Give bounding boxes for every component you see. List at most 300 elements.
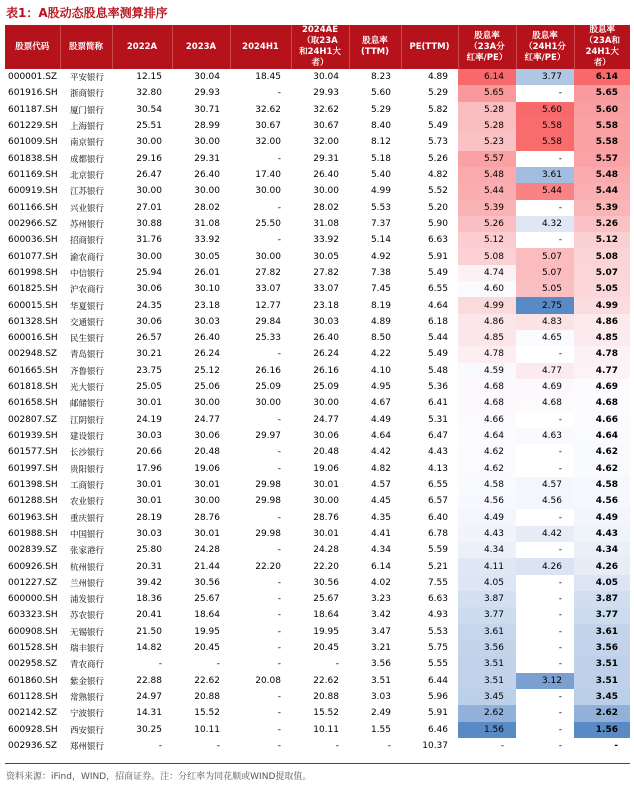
stock-name-cell: 北京银行 (70, 171, 105, 182)
dividend-yield-cell: 4.56 (574, 493, 630, 509)
stock-code-cell: 601825.SH (8, 284, 58, 295)
stock-code-cell: 002948.SZ (8, 349, 58, 360)
dividend-yield-cell: 4.43 (574, 526, 630, 542)
dividend-yield-cell: 3.87 (574, 591, 630, 607)
value-cell: - (158, 659, 162, 670)
stock-name-cell: 浙商银行 (70, 89, 105, 100)
stock-code-cell: 601997.SH (8, 463, 58, 474)
value-cell: 8.23 (370, 72, 391, 83)
value-cell: 7.55 (427, 577, 448, 588)
value-cell: 20.66 (136, 447, 162, 458)
stock-name-cell: 浦发银行 (70, 595, 105, 606)
value-cell: 31.08 (194, 218, 220, 229)
value-cell: 19.06 (313, 463, 339, 474)
value-cell: 32.00 (313, 137, 339, 148)
dividend-yield-cell: 4.60 (458, 281, 516, 297)
value-cell: 22.62 (313, 675, 339, 686)
stock-code-cell: 601818.SH (8, 382, 58, 393)
dividend-yield-cell: 4.66 (458, 412, 516, 428)
table-row (5, 444, 630, 460)
dividend-yield-cell: 4.42 (516, 526, 574, 542)
value-cell: - (158, 740, 162, 751)
value-cell: 25.67 (194, 594, 220, 605)
value-cell: 3.23 (370, 594, 391, 605)
dividend-yield-table (5, 25, 630, 754)
dividend-yield-cell: 5.60 (574, 102, 630, 118)
dividend-yield-cell: - (558, 88, 562, 99)
stock-name-cell: 光大银行 (70, 383, 105, 394)
value-cell: 8.50 (370, 333, 391, 344)
dividend-yield-cell: 4.57 (516, 477, 574, 493)
dividend-yield-cell: 5.48 (574, 167, 630, 183)
dividend-yield-cell: 5.60 (516, 102, 574, 118)
stock-code-cell: 600016.SH (8, 333, 58, 344)
value-cell: 20.48 (313, 447, 339, 458)
stock-code-cell: 601166.SH (8, 202, 58, 213)
value-cell: 5.48 (427, 365, 448, 376)
value-cell: 30.00 (313, 496, 339, 507)
value-cell: 18.64 (194, 610, 220, 621)
value-cell: 30.00 (194, 137, 220, 148)
value-cell: - (277, 414, 281, 425)
dividend-yield-cell: 5.12 (458, 232, 516, 248)
table-row (5, 85, 630, 101)
value-cell: 4.42 (370, 447, 391, 458)
value-cell: 19.06 (194, 463, 220, 474)
value-cell: 5.29 (370, 104, 391, 115)
value-cell: 1.55 (370, 724, 391, 735)
dividend-yield-cell: 4.86 (458, 314, 516, 330)
dividend-yield-cell: 4.69 (574, 379, 630, 395)
dividend-yield-cell: 5.07 (516, 248, 574, 264)
value-cell: 6.47 (427, 431, 448, 442)
value-cell: 8.12 (370, 137, 391, 148)
value-cell: 18.36 (136, 594, 162, 605)
dividend-yield-cell: - (558, 708, 562, 719)
value-cell: 24.28 (313, 545, 339, 556)
value-cell: 4.89 (427, 72, 448, 83)
dividend-yield-cell: 4.77 (574, 363, 630, 379)
value-cell: 30.56 (313, 577, 339, 588)
table-row (5, 526, 630, 542)
value-cell: 25.05 (136, 382, 162, 393)
value-cell: 15.52 (194, 708, 220, 719)
value-cell: 39.42 (136, 577, 162, 588)
value-cell: 29.16 (136, 153, 162, 164)
value-cell: 26.24 (194, 349, 220, 360)
value-cell: 12.77 (255, 300, 281, 311)
value-cell: 17.96 (136, 463, 162, 474)
value-cell: - (277, 692, 281, 703)
value-cell: 29.98 (255, 496, 281, 507)
value-cell: 23.75 (136, 365, 162, 376)
value-cell: 4.49 (370, 414, 391, 425)
table-row (5, 265, 630, 281)
dividend-yield-cell: 2.75 (516, 297, 574, 313)
value-cell: 30.01 (313, 528, 339, 539)
table-row (5, 200, 630, 216)
dividend-yield-cell: - (558, 512, 562, 523)
dividend-yield-cell: 5.58 (516, 118, 574, 134)
value-cell: 30.67 (255, 121, 281, 132)
stock-code-cell: 601838.SH (8, 153, 58, 164)
dividend-yield-cell: 4.68 (574, 395, 630, 411)
table-body (5, 69, 630, 754)
stock-name-cell: 华夏银行 (70, 301, 105, 312)
value-cell: 28.02 (313, 202, 339, 213)
dividend-yield-cell: 3.61 (516, 167, 574, 183)
dividend-yield-cell: 3.61 (458, 624, 516, 640)
dividend-yield-cell: - (558, 153, 562, 164)
dividend-yield-cell: 4.56 (516, 493, 574, 509)
value-cell: - (216, 659, 220, 670)
stock-name-cell: 平安银行 (70, 73, 105, 84)
value-cell: - (277, 235, 281, 246)
dividend-yield-cell: 5.07 (516, 265, 574, 281)
value-cell: 24.97 (136, 692, 162, 703)
value-cell: 4.57 (370, 479, 391, 490)
value-cell: 26.47 (136, 170, 162, 181)
dividend-yield-cell: - (558, 610, 562, 621)
dividend-yield-cell: 4.62 (574, 461, 630, 477)
dividend-yield-cell: 4.85 (458, 330, 516, 346)
stock-code-cell: 002958.SZ (8, 659, 58, 670)
table-header-row (5, 25, 630, 69)
value-cell: 2.49 (370, 708, 391, 719)
dividend-yield-cell: 4.78 (458, 346, 516, 362)
dividend-yield-cell: 4.68 (458, 395, 516, 411)
column-header: 股息率 （24H1分 红率/PE） (516, 25, 574, 69)
dividend-yield-cell: - (558, 202, 562, 213)
value-cell: - (277, 659, 281, 670)
value-cell: 30.00 (136, 251, 162, 262)
value-cell: 4.13 (427, 463, 448, 474)
value-cell: 30.03 (136, 528, 162, 539)
value-cell: 30.03 (313, 316, 339, 327)
value-cell: 3.56 (370, 659, 391, 670)
value-cell: 29.93 (313, 88, 339, 99)
value-cell: 17.40 (255, 170, 281, 181)
value-cell: 10.37 (422, 740, 448, 751)
table-row (5, 656, 630, 672)
stock-name-cell: 渝农商行 (70, 252, 105, 263)
dividend-yield-cell: - (558, 626, 562, 637)
value-cell: 25.94 (136, 267, 162, 278)
stock-name-cell: 常熟银行 (70, 693, 105, 704)
table-row (5, 607, 630, 623)
footer-divider (5, 763, 630, 764)
dividend-yield-cell: 4.26 (574, 558, 630, 574)
value-cell: 4.95 (370, 382, 391, 393)
dividend-yield-cell: 3.51 (574, 656, 630, 672)
stock-name-cell: 成都银行 (70, 154, 105, 165)
dividend-yield-cell: 5.08 (574, 248, 630, 264)
dividend-yield-cell: 6.14 (458, 69, 516, 85)
table-row (5, 428, 630, 444)
value-cell: 8.19 (370, 300, 391, 311)
table-row (5, 379, 630, 395)
dividend-yield-cell: 3.51 (574, 673, 630, 689)
stock-code-cell: 601665.SH (8, 365, 58, 376)
value-cell: 26.01 (194, 267, 220, 278)
value-cell: 5.29 (427, 88, 448, 99)
dividend-yield-cell: 4.68 (516, 395, 574, 411)
value-cell: 4.45 (370, 496, 391, 507)
dividend-yield-cell: 4.77 (516, 363, 574, 379)
value-cell: 30.00 (136, 186, 162, 197)
value-cell: 30.88 (136, 218, 162, 229)
dividend-yield-cell: 3.87 (458, 591, 516, 607)
column-header: 股息率 (TTM) (349, 25, 401, 69)
value-cell: - (335, 740, 339, 751)
stock-code-cell: 601988.SH (8, 528, 58, 539)
value-cell: 5.55 (427, 659, 448, 670)
value-cell: 30.00 (313, 186, 339, 197)
value-cell: 29.31 (194, 153, 220, 164)
value-cell: 3.47 (370, 626, 391, 637)
value-cell: 30.03 (136, 431, 162, 442)
value-cell: 30.04 (194, 72, 220, 83)
value-cell: 28.99 (194, 121, 220, 132)
table-row (5, 330, 630, 346)
value-cell: 30.01 (136, 479, 162, 490)
column-header: 2024H1 (230, 25, 291, 69)
table-row (5, 705, 630, 721)
stock-name-cell: 宁波银行 (70, 709, 105, 720)
table-row (5, 363, 630, 379)
stock-name-cell: 青岛银行 (70, 350, 105, 361)
value-cell: 30.00 (313, 398, 339, 409)
stock-code-cell: 002142.SZ (8, 708, 58, 719)
value-cell: 30.05 (313, 251, 339, 262)
value-cell: 26.57 (136, 333, 162, 344)
table-row (5, 69, 630, 85)
value-cell: 22.20 (313, 561, 339, 572)
value-cell: 3.03 (370, 692, 391, 703)
stock-name-cell: 苏州银行 (70, 219, 105, 230)
table-row (5, 624, 630, 640)
value-cell: 21.44 (194, 561, 220, 572)
dividend-yield-cell: 5.39 (458, 200, 516, 216)
value-cell: 15.52 (313, 708, 339, 719)
stock-code-cell: 601963.SH (8, 512, 58, 523)
value-cell: 5.49 (427, 267, 448, 278)
dividend-yield-cell: 4.62 (458, 461, 516, 477)
value-cell: 5.75 (427, 643, 448, 654)
dividend-yield-cell: - (614, 740, 618, 751)
value-cell: - (277, 545, 281, 556)
dividend-yield-cell: 6.14 (574, 69, 630, 85)
dividend-yield-cell: 4.62 (458, 444, 516, 460)
value-cell: 10.11 (313, 724, 339, 735)
dividend-yield-cell: 5.58 (516, 134, 574, 150)
value-cell: 26.40 (194, 170, 220, 181)
dividend-yield-cell: 5.07 (574, 265, 630, 281)
value-cell: 4.82 (427, 170, 448, 181)
value-cell: 30.03 (194, 316, 220, 327)
value-cell: 31.76 (136, 235, 162, 246)
value-cell: 32.80 (136, 88, 162, 99)
stock-name-cell: 长沙银行 (70, 448, 105, 459)
stock-name-cell: 郑州银行 (70, 741, 105, 752)
value-cell: 14.31 (136, 708, 162, 719)
stock-name-cell: 上海银行 (70, 122, 105, 133)
dividend-yield-cell: - (558, 545, 562, 556)
table-row (5, 102, 630, 118)
stock-name-cell: 齐鲁银行 (70, 366, 105, 377)
dividend-yield-cell: - (558, 414, 562, 425)
table-title: 表1：A股动态股息率测算排序 (6, 6, 168, 20)
value-cell: 26.40 (194, 333, 220, 344)
value-cell: 30.06 (313, 431, 339, 442)
stock-code-cell: 601229.SH (8, 121, 58, 132)
value-cell: 29.97 (255, 431, 281, 442)
dividend-yield-cell: 3.56 (458, 640, 516, 656)
value-cell: - (277, 708, 281, 719)
dividend-yield-cell: - (558, 577, 562, 588)
stock-code-cell: 002839.SZ (8, 545, 58, 556)
value-cell: 14.82 (136, 643, 162, 654)
dividend-yield-cell: 4.05 (458, 575, 516, 591)
value-cell: 32.00 (255, 137, 281, 148)
value-cell: 29.31 (313, 153, 339, 164)
value-cell: 20.31 (136, 561, 162, 572)
stock-code-cell: 600926.SH (8, 561, 58, 572)
value-cell: - (277, 626, 281, 637)
value-cell: - (277, 594, 281, 605)
source-note: 资料来源：iFind，WIND，招商证券。注：分红率为同花顺或WIND提取值。 (6, 772, 312, 782)
value-cell: 30.21 (136, 349, 162, 360)
table-row (5, 640, 630, 656)
dividend-yield-cell: 5.23 (458, 134, 516, 150)
value-cell: 24.35 (136, 300, 162, 311)
value-cell: 26.24 (313, 349, 339, 360)
value-cell: 26.16 (255, 365, 281, 376)
value-cell: 4.43 (427, 447, 448, 458)
dividend-yield-cell: 4.85 (574, 330, 630, 346)
value-cell: 28.76 (313, 512, 339, 523)
value-cell: 25.09 (255, 382, 281, 393)
value-cell: 30.01 (136, 398, 162, 409)
value-cell: 25.50 (255, 218, 281, 229)
value-cell: - (277, 643, 281, 654)
dividend-yield-cell: 4.66 (574, 412, 630, 428)
value-cell: 22.62 (194, 675, 220, 686)
dividend-yield-cell: 4.99 (458, 297, 516, 313)
value-cell: 30.00 (194, 398, 220, 409)
dividend-yield-cell: 5.58 (574, 118, 630, 134)
value-cell: 5.40 (370, 170, 391, 181)
dividend-yield-cell: 5.05 (574, 281, 630, 297)
value-cell: 33.92 (194, 235, 220, 246)
table-row (5, 477, 630, 493)
value-cell: 18.64 (313, 610, 339, 621)
stock-name-cell: 贵阳银行 (70, 464, 105, 475)
stock-name-cell: 交通银行 (70, 317, 105, 328)
stock-code-cell: 002936.SZ (8, 740, 58, 751)
dividend-yield-cell: 4.63 (516, 428, 574, 444)
value-cell: 6.46 (427, 724, 448, 735)
stock-code-cell: 601860.SH (8, 675, 58, 686)
value-cell: 30.06 (136, 284, 162, 295)
dividend-yield-cell: 2.62 (574, 705, 630, 721)
value-cell: - (335, 659, 339, 670)
dividend-yield-cell: 3.51 (458, 656, 516, 672)
dividend-yield-cell: 4.64 (574, 428, 630, 444)
value-cell: 5.91 (427, 251, 448, 262)
stock-code-cell: 601128.SH (8, 692, 58, 703)
value-cell: 25.06 (194, 382, 220, 393)
dividend-yield-cell: - (558, 349, 562, 360)
value-cell: 12.15 (136, 72, 162, 83)
dividend-yield-cell: 1.56 (574, 722, 630, 738)
value-cell: - (277, 447, 281, 458)
dividend-yield-cell: 3.45 (458, 689, 516, 705)
table-row (5, 232, 630, 248)
value-cell: 6.63 (427, 594, 448, 605)
stock-code-cell: 600908.SH (8, 626, 58, 637)
value-cell: 5.53 (370, 202, 391, 213)
stock-name-cell: 民生银行 (70, 334, 105, 345)
dividend-yield-cell: 4.62 (574, 444, 630, 460)
dividend-yield-cell: 4.78 (574, 346, 630, 362)
dividend-yield-cell: - (558, 594, 562, 605)
value-cell: 5.91 (427, 708, 448, 719)
value-cell: 5.44 (427, 333, 448, 344)
value-cell: 4.64 (427, 300, 448, 311)
stock-code-cell: 601916.SH (8, 88, 58, 99)
value-cell: 29.98 (255, 479, 281, 490)
dividend-yield-cell: 4.58 (574, 477, 630, 493)
dividend-yield-cell: 3.77 (516, 69, 574, 85)
value-cell: 7.37 (370, 218, 391, 229)
dividend-yield-cell: - (558, 643, 562, 654)
value-cell: 6.63 (427, 235, 448, 246)
stock-name-cell: 南京银行 (70, 138, 105, 149)
value-cell: 5.36 (427, 382, 448, 393)
value-cell: 5.18 (370, 153, 391, 164)
value-cell: 5.52 (427, 186, 448, 197)
value-cell: 4.22 (370, 349, 391, 360)
value-cell: 28.02 (194, 202, 220, 213)
dividend-yield-cell: 4.34 (574, 542, 630, 558)
value-cell: 20.45 (313, 643, 339, 654)
value-cell: 6.57 (427, 496, 448, 507)
dividend-yield-cell: 5.44 (458, 183, 516, 199)
stock-name-cell: 中信银行 (70, 268, 105, 279)
dividend-yield-cell: 4.65 (516, 330, 574, 346)
value-cell: - (387, 740, 391, 751)
stock-code-cell: 601939.SH (8, 431, 58, 442)
dividend-yield-cell: 4.26 (516, 558, 574, 574)
value-cell: 20.48 (194, 447, 220, 458)
dividend-yield-cell: 4.74 (458, 265, 516, 281)
value-cell: 4.93 (427, 610, 448, 621)
value-cell: 25.12 (194, 365, 220, 376)
stock-name-cell: 重庆银行 (70, 513, 105, 524)
value-cell: 30.67 (313, 121, 339, 132)
value-cell: 28.19 (136, 512, 162, 523)
value-cell: 20.45 (194, 643, 220, 654)
dividend-yield-cell: - (558, 447, 562, 458)
dividend-yield-cell: 3.51 (458, 673, 516, 689)
value-cell: 23.18 (194, 300, 220, 311)
table-row (5, 673, 630, 689)
value-cell: 4.67 (370, 398, 391, 409)
value-cell: 20.88 (313, 692, 339, 703)
table-row (5, 314, 630, 330)
stock-name-cell: 招商银行 (70, 236, 105, 247)
